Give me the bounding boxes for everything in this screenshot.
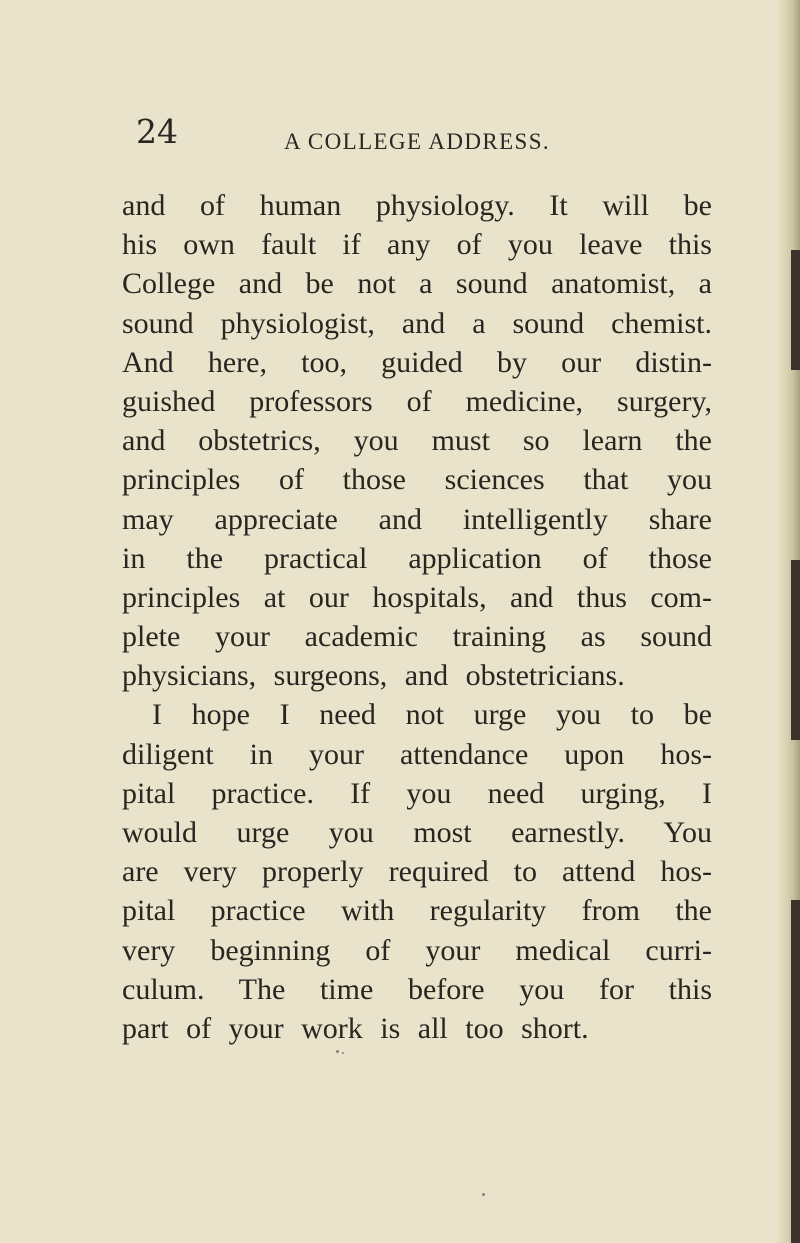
text-line: and of human physiology. It will be: [122, 189, 712, 222]
paper-speck: [336, 1050, 339, 1053]
text-line: principles at our hospitals, and thus com-: [122, 580, 712, 614]
page-edge-mark: [791, 560, 800, 740]
body-text: [122, 186, 712, 1048]
text-line: I hope I need not urge you to be: [152, 698, 712, 732]
text-line: pital practice with regularity from the: [122, 894, 712, 928]
text-line: very beginning of your medical curri-: [122, 933, 712, 967]
text-line: would urge you most earnestly. You: [122, 816, 712, 849]
text-line: in the practical application of those: [122, 541, 712, 575]
text-line: College and be not a sound anatomist, a: [122, 267, 712, 301]
page-edge-mark: [791, 250, 800, 370]
text-line: principles of those sciences that you: [122, 463, 712, 497]
text-line: and obstetrics, you must so learn the: [122, 424, 712, 458]
text-line: are very properly required to attend hos-: [122, 855, 712, 889]
text-line: physicians, surgeons, and obstetricians.: [122, 659, 625, 693]
text-line: may appreciate and intelligently share: [122, 502, 712, 536]
text-line: pital practice. If you need urging, I: [122, 776, 712, 810]
text-line: And here, too, guided by our distin-: [122, 345, 712, 379]
page-header: [136, 112, 696, 162]
text-line: guished professors of medicine, surgery,: [122, 384, 712, 418]
text-line: plete your academic training as sound: [122, 620, 712, 654]
page-number: 24: [136, 112, 178, 151]
text-line: part of your work is all too short.: [122, 1011, 589, 1045]
running-head: A COLLEGE ADDRESS.: [284, 129, 551, 154]
text-line: sound physiologist, and a sound chemist.: [122, 306, 712, 340]
paper-speck: [342, 1052, 344, 1054]
page-edge-mark: [791, 900, 800, 1243]
paper-speck: [482, 1193, 485, 1196]
text-line: diligent in your attendance upon hos-: [122, 737, 712, 771]
text-line: culum. The time before you for this: [122, 972, 712, 1006]
text-line: his own fault if any of you leave this: [122, 228, 712, 262]
